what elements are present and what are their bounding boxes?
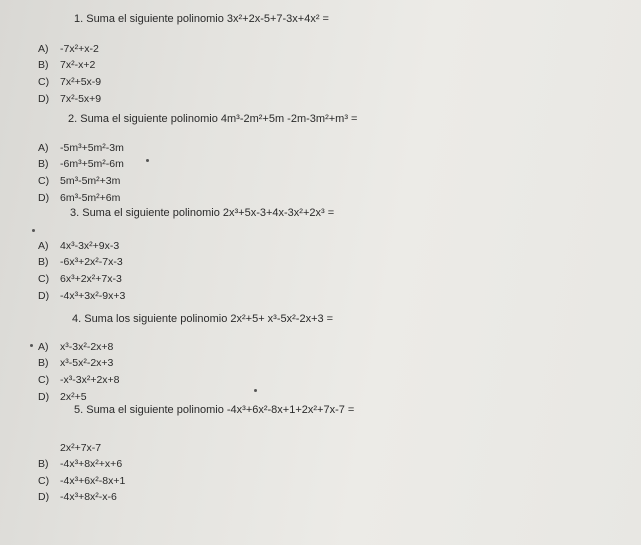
q5-option-a[interactable] xyxy=(38,442,101,454)
question-4-prompt: 4. Suma los siguiente polinomio xyxy=(72,313,228,325)
option-text: -4x³+8x²-x-6 xyxy=(60,491,117,503)
option-text: 2x²+5 xyxy=(60,391,87,403)
q3-option-a[interactable] xyxy=(38,240,119,252)
option-text: 5m³-5m²+3m xyxy=(60,175,121,187)
option-letter: C) xyxy=(38,175,50,187)
question-3 xyxy=(70,207,334,219)
q1-option-d[interactable] xyxy=(38,93,101,105)
question-1-prompt: 1. Suma el siguiente polinomio xyxy=(74,13,224,25)
q4-option-b[interactable] xyxy=(38,357,113,369)
q2-option-d[interactable] xyxy=(38,192,120,204)
option-letter: B) xyxy=(38,357,49,369)
option-text: -6m³+5m²-6m xyxy=(60,158,124,170)
question-2 xyxy=(68,113,357,125)
q5-option-c[interactable] xyxy=(38,475,125,487)
option-text: x³-5x²-2x+3 xyxy=(60,357,114,369)
stray-mark xyxy=(30,344,33,347)
option-text: x³-3x²-2x+8 xyxy=(60,341,114,353)
q4-option-a[interactable] xyxy=(38,341,113,353)
option-text: -7x²+x-2 xyxy=(60,43,99,55)
q5-option-d[interactable] xyxy=(38,491,117,503)
option-text: -6x³+2x²-7x-3 xyxy=(60,256,123,268)
option-letter: D) xyxy=(38,93,50,105)
option-letter: C) xyxy=(38,273,50,285)
option-letter: D) xyxy=(38,491,50,503)
option-text: -5m³+5m²-3m xyxy=(60,142,124,154)
option-text: 6x³+2x²+7x-3 xyxy=(60,273,122,285)
option-letter: B) xyxy=(38,59,49,71)
option-text: 7x²+5x-9 xyxy=(60,76,102,88)
q4-option-d[interactable] xyxy=(38,391,87,403)
question-5-expression: -4x³+6x²-8x+1+2x²+7x-7 = xyxy=(226,404,355,416)
option-letter: D) xyxy=(38,192,50,204)
q3-option-b[interactable] xyxy=(38,256,123,268)
option-letter: B) xyxy=(38,158,49,170)
question-1-expression: 3x²+2x-5+7-3x+4x² = xyxy=(226,13,329,25)
option-letter: D) xyxy=(38,391,50,403)
stray-mark xyxy=(32,229,35,232)
question-5-prompt: 5. Suma el siguiente polinomio xyxy=(74,404,224,416)
option-text: -x³-3x²+2x+8 xyxy=(60,374,120,386)
question-3-prompt: 3. Suma el siguiente polinomio xyxy=(70,207,220,219)
q3-option-d[interactable] xyxy=(38,290,125,302)
option-text: 4x³-3x²+9x-3 xyxy=(60,240,120,252)
option-text: -4x³+6x²-8x+1 xyxy=(60,475,126,487)
question-4-expression: 2x²+5+ x³-5x²-2x+3 = xyxy=(230,313,334,325)
option-letter: A) xyxy=(38,43,49,55)
option-text: 6m³-5m²+6m xyxy=(60,192,121,204)
question-3-expression: 2x³+5x-3+4x-3x²+2x³ = xyxy=(222,207,335,219)
q1-option-c[interactable] xyxy=(38,76,101,88)
option-letter: A) xyxy=(38,240,49,252)
option-letter: D) xyxy=(38,290,50,302)
q1-option-a[interactable] xyxy=(38,43,99,55)
option-text: 7x²-5x+9 xyxy=(60,93,102,105)
option-letter: C) xyxy=(38,76,50,88)
q1-option-b[interactable] xyxy=(38,59,95,71)
q4-option-c[interactable] xyxy=(38,374,120,386)
option-letter: C) xyxy=(38,374,50,386)
option-letter: C) xyxy=(38,475,50,487)
q3-option-c[interactable] xyxy=(38,273,122,285)
q2-option-c[interactable] xyxy=(38,175,120,187)
question-2-prompt: 2. Suma el siguiente polinomio xyxy=(68,113,218,125)
option-letter: B) xyxy=(38,256,49,268)
question-1 xyxy=(74,13,329,25)
stray-mark xyxy=(254,389,257,392)
question-2-expression: 4m³-2m²+5m -2m-3m²+m³ = xyxy=(220,113,358,125)
option-letter: A) xyxy=(38,341,49,353)
stray-mark xyxy=(146,159,149,162)
q5-option-b[interactable] xyxy=(38,458,122,470)
option-text: 7x²-x+2 xyxy=(60,59,96,71)
question-5 xyxy=(74,404,354,416)
question-4 xyxy=(72,313,333,325)
option-letter: B) xyxy=(38,458,49,470)
q2-option-b[interactable] xyxy=(38,158,124,170)
option-text: 2x²+7x-7 xyxy=(60,442,102,454)
option-letter: A) xyxy=(38,142,49,154)
option-text: -4x³+8x²+x+6 xyxy=(60,458,123,470)
q2-option-a[interactable] xyxy=(38,142,124,154)
option-text: -4x³+3x²-9x+3 xyxy=(60,290,126,302)
